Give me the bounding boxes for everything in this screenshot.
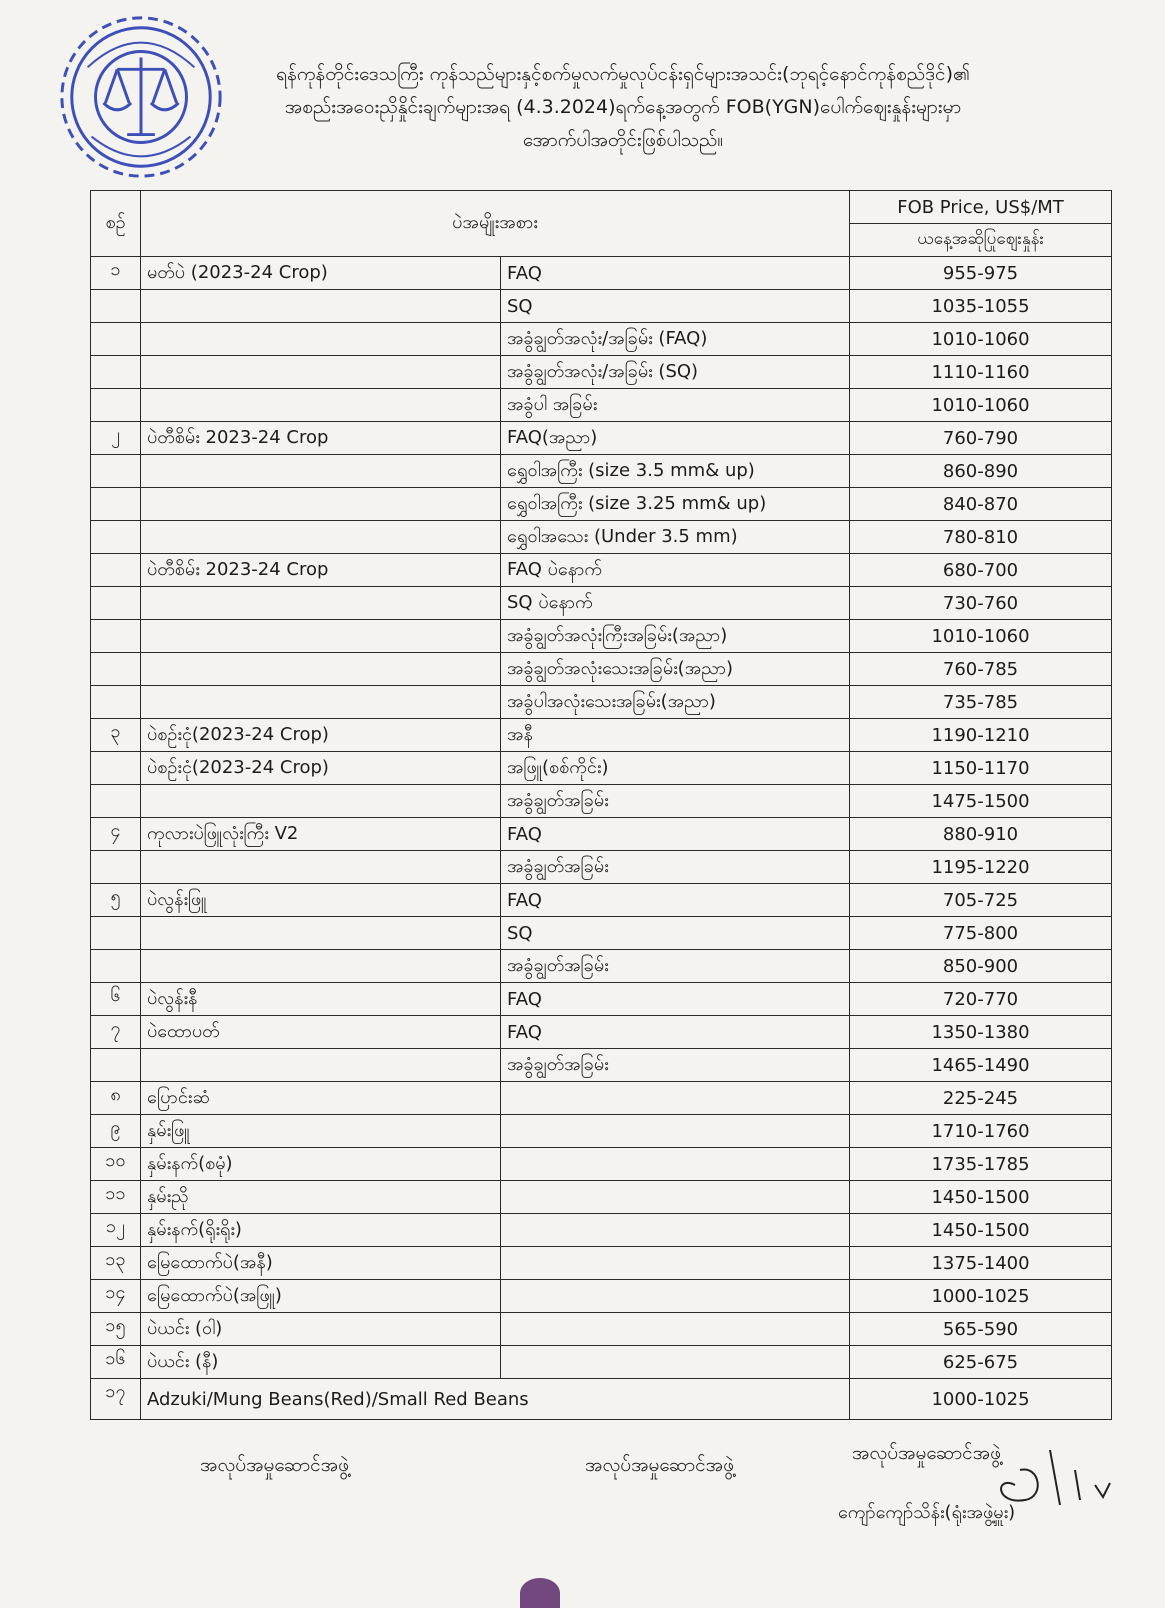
- row-no: ၁၅: [91, 1313, 141, 1346]
- row-no: ၁၀: [91, 1148, 141, 1181]
- heading-line-3: အောက်ပါအတိုင်းဖြစ်ပါသည်။: [522, 129, 724, 151]
- row-grade: အခွံချွတ်အခြမ်း: [501, 851, 850, 884]
- row-grade: [501, 1181, 850, 1214]
- row-name: [141, 1049, 501, 1082]
- document-heading: [118, 58, 1128, 157]
- row-no: [91, 356, 141, 389]
- row-price: 720-770: [850, 983, 1112, 1016]
- row-no: [91, 554, 141, 587]
- table-row: [91, 389, 1112, 422]
- table-row: [91, 422, 1112, 455]
- row-grade: အခွံပါအလုံးသေးအခြမ်း(အညာ): [501, 686, 850, 719]
- table-row: [91, 1313, 1112, 1346]
- row-price: 1010-1060: [850, 389, 1112, 422]
- row-name: နှမ်းနက်(ရိုးရိုး): [141, 1214, 501, 1247]
- row-name: [141, 620, 501, 653]
- row-grade: အခွံချွတ်အလုံး/အခြမ်း (SQ): [501, 356, 850, 389]
- row-no: ၆: [91, 983, 141, 1016]
- row-name: မြေထောက်ပဲ(အဖြူ): [141, 1280, 501, 1313]
- row-grade: အခွံချွတ်အခြမ်း: [501, 950, 850, 983]
- row-no: [91, 785, 141, 818]
- row-price: 1150-1170: [850, 752, 1112, 785]
- footer-right-label: အလုပ်အမှုဆောင်အဖွဲ့: [852, 1442, 1001, 1464]
- row-no: ၁၇: [91, 1379, 141, 1420]
- row-name: [141, 356, 501, 389]
- row-price: 760-790: [850, 422, 1112, 455]
- row-no: [91, 323, 141, 356]
- table-row: [91, 455, 1112, 488]
- row-price: 775-800: [850, 917, 1112, 950]
- col-header-item: ပဲအမျိုးအစား: [141, 191, 850, 257]
- row-price: 860-890: [850, 455, 1112, 488]
- row-price: 565-590: [850, 1313, 1112, 1346]
- table-row: [91, 917, 1112, 950]
- row-name: ပဲလွန်းနီ: [141, 983, 501, 1016]
- row-name: [141, 323, 501, 356]
- row-grade: [501, 1148, 850, 1181]
- row-price: 1475-1500: [850, 785, 1112, 818]
- row-price: 1465-1490: [850, 1049, 1112, 1082]
- table-row: [91, 653, 1112, 686]
- table-row: [91, 1049, 1112, 1082]
- row-name: [141, 587, 501, 620]
- row-no: [91, 851, 141, 884]
- row-name: [141, 488, 501, 521]
- row-grade: အခွံချွတ်အလုံးကြီးအခြမ်း(အညာ): [501, 620, 850, 653]
- row-price: 1010-1060: [850, 620, 1112, 653]
- row-price: 780-810: [850, 521, 1112, 554]
- row-price: 880-910: [850, 818, 1112, 851]
- table-row: [91, 290, 1112, 323]
- row-price: 1035-1055: [850, 290, 1112, 323]
- table-row: [91, 884, 1112, 917]
- table-row: [91, 488, 1112, 521]
- table-row: [91, 785, 1112, 818]
- row-no: ၁၆: [91, 1346, 141, 1379]
- row-no: [91, 488, 141, 521]
- row-price: 1710-1760: [850, 1115, 1112, 1148]
- footer-left-label: အလုပ်အမှုဆောင်အဖွဲ့: [200, 1454, 349, 1476]
- row-grade: SQ: [501, 917, 850, 950]
- row-no: ၉: [91, 1115, 141, 1148]
- row-name: ပဲစဉ်းငုံ(2023-24 Crop): [141, 752, 501, 785]
- row-price: 1735-1785: [850, 1148, 1112, 1181]
- row-grade: [501, 1313, 850, 1346]
- table-row: [91, 686, 1112, 719]
- row-no: [91, 752, 141, 785]
- row-grade: အနီ: [501, 719, 850, 752]
- row-grade: အခွံပါ အခြမ်း: [501, 389, 850, 422]
- table-row: [91, 1082, 1112, 1115]
- row-grade: [501, 1247, 850, 1280]
- row-name: နှမ်းဖြူ: [141, 1115, 501, 1148]
- row-price: 730-760: [850, 587, 1112, 620]
- row-price: 225-245: [850, 1082, 1112, 1115]
- row-grade: [501, 1082, 850, 1115]
- table-row: [91, 719, 1112, 752]
- row-price: 1195-1220: [850, 851, 1112, 884]
- row-price: 680-700: [850, 554, 1112, 587]
- row-no: [91, 455, 141, 488]
- row-grade: [501, 1214, 850, 1247]
- table-row: [91, 1247, 1112, 1280]
- row-grade: FAQ: [501, 818, 850, 851]
- row-price: 705-725: [850, 884, 1112, 917]
- row-price: 1350-1380: [850, 1016, 1112, 1049]
- row-price: 1190-1210: [850, 719, 1112, 752]
- row-grade: SQ ပဲနောက်: [501, 587, 850, 620]
- row-no: ၁၃: [91, 1247, 141, 1280]
- row-name: မတ်ပဲ (2023-24 Crop): [141, 257, 501, 290]
- row-no: ၅: [91, 884, 141, 917]
- row-grade: [501, 1280, 850, 1313]
- row-no: [91, 521, 141, 554]
- row-no: [91, 950, 141, 983]
- row-price: 850-900: [850, 950, 1112, 983]
- row-name: [141, 389, 501, 422]
- row-price: 840-870: [850, 488, 1112, 521]
- row-price: 1110-1160: [850, 356, 1112, 389]
- row-name: ပဲယင်း (နီ): [141, 1346, 501, 1379]
- table-row: [91, 587, 1112, 620]
- row-grade: FAQ: [501, 983, 850, 1016]
- row-name: [141, 521, 501, 554]
- row-no: [91, 389, 141, 422]
- row-no: [91, 1049, 141, 1082]
- table-row: [91, 323, 1112, 356]
- row-name: [141, 917, 501, 950]
- row-no: [91, 686, 141, 719]
- row-grade: အခွံချွတ်အလုံး/အခြမ်း (FAQ): [501, 323, 850, 356]
- row-name: [141, 785, 501, 818]
- row-name: ပဲစဉ်းငုံ(2023-24 Crop): [141, 719, 501, 752]
- row-grade: [501, 1346, 850, 1379]
- row-no: ၁၁: [91, 1181, 141, 1214]
- row-grade: FAQ: [501, 1016, 850, 1049]
- row-price: 1450-1500: [850, 1214, 1112, 1247]
- row-name: [141, 851, 501, 884]
- row-name: ပဲတီစိမ်း 2023-24 Crop: [141, 554, 501, 587]
- row-grade: [501, 1115, 850, 1148]
- table-row: [91, 752, 1112, 785]
- table-row: [91, 1379, 1112, 1420]
- table-row: [91, 257, 1112, 290]
- table-row: [91, 1016, 1112, 1049]
- col-header-no: စဉ်: [91, 191, 141, 257]
- row-no: ၄: [91, 818, 141, 851]
- table-row: [91, 818, 1112, 851]
- table-row: [91, 1115, 1112, 1148]
- table-row: [91, 620, 1112, 653]
- row-grade: ရွှေဝါအသေး (Under 3.5 mm): [501, 521, 850, 554]
- table-row: [91, 851, 1112, 884]
- table-row: [91, 1148, 1112, 1181]
- row-name: ပြောင်းဆံ: [141, 1082, 501, 1115]
- row-grade: FAQ: [501, 257, 850, 290]
- row-name: [141, 455, 501, 488]
- row-no: ၁: [91, 257, 141, 290]
- row-name: နှမ်းညို: [141, 1181, 501, 1214]
- row-price: 1000-1025: [850, 1379, 1112, 1420]
- heading-line-1: ရန်ကုန်တိုင်းဒေသကြီး ကုန်သည်များနှင့်စက်မှုလက်မှုလုပ်ငန်းရှင်များအသင်း(ဘုရင့်နောင်ကုန်စည်ဒိုင်)၏: [276, 63, 970, 85]
- row-price: 760-785: [850, 653, 1112, 686]
- row-no: [91, 653, 141, 686]
- table-row: [91, 356, 1112, 389]
- row-no: ၇: [91, 1016, 141, 1049]
- row-name: [141, 290, 501, 323]
- table-row: [91, 1181, 1112, 1214]
- row-no: ၁၂: [91, 1214, 141, 1247]
- row-grade: အခွံချွတ်အခြမ်း: [501, 785, 850, 818]
- row-name: [141, 950, 501, 983]
- row-no: [91, 917, 141, 950]
- row-no: ၂: [91, 422, 141, 455]
- row-grade: အခွံချွတ်အခြမ်း: [501, 1049, 850, 1082]
- row-price: 1375-1400: [850, 1247, 1112, 1280]
- row-name: ပဲထောပတ်: [141, 1016, 501, 1049]
- ink-smudge: [520, 1578, 560, 1608]
- row-price: 625-675: [850, 1346, 1112, 1379]
- table-row: [91, 554, 1112, 587]
- row-no: [91, 290, 141, 323]
- row-grade: FAQ(အညာ): [501, 422, 850, 455]
- row-grade: အခွံချွတ်အလုံးသေးအခြမ်း(အညာ): [501, 653, 850, 686]
- row-grade: အဖြူ(စစ်ကိုင်း): [501, 752, 850, 785]
- row-grade: ရွှေဝါအကြီး (size 3.5 mm& up): [501, 455, 850, 488]
- row-name: Adzuki/Mung Beans(Red)/Small Red Beans: [141, 1379, 850, 1420]
- row-name: ပဲယင်း (ဝါ): [141, 1313, 501, 1346]
- row-price: 955-975: [850, 257, 1112, 290]
- row-no: ၃: [91, 719, 141, 752]
- row-grade: SQ: [501, 290, 850, 323]
- row-no: ၁၄: [91, 1280, 141, 1313]
- row-price: 1450-1500: [850, 1181, 1112, 1214]
- row-no: [91, 620, 141, 653]
- row-name: ပဲတီစိမ်း 2023-24 Crop: [141, 422, 501, 455]
- row-name: ကုလားပဲဖြူလုံးကြီး V2: [141, 818, 501, 851]
- row-name: နှမ်းနက်(စမုံ): [141, 1148, 501, 1181]
- table-row: [91, 1346, 1112, 1379]
- row-name: [141, 686, 501, 719]
- row-price: 1000-1025: [850, 1280, 1112, 1313]
- col-header-price: FOB Price, US$/MT: [850, 191, 1112, 224]
- price-table: [90, 190, 1112, 1420]
- table-row: [91, 521, 1112, 554]
- table-row: [91, 1214, 1112, 1247]
- footer-middle-label: အလုပ်အမှုဆောင်အဖွဲ့: [585, 1454, 734, 1476]
- row-no: ၈: [91, 1082, 141, 1115]
- row-name: [141, 653, 501, 686]
- row-name: မြေထောက်ပဲ(အနီ): [141, 1247, 501, 1280]
- heading-line-2: အစည်းအဝေးညှိနှိုင်းချက်များအရ (4.3.2024)ရက်နေ့အတွက် FOB(YGN)ပေါက်ဈေးနှုန်းများမှာ: [284, 96, 962, 118]
- row-price: 735-785: [850, 686, 1112, 719]
- row-name: ပဲလွန်းဖြူ: [141, 884, 501, 917]
- table-row: [91, 1280, 1112, 1313]
- signer-name: ကျော်ကျော်သိန်း(ရုံးအဖွဲ့မှူး): [838, 1502, 1016, 1523]
- row-grade: FAQ ပဲနောက်: [501, 554, 850, 587]
- table-row: [91, 950, 1112, 983]
- col-header-price-sub: ယနေ့အဆိုပြုဈေးနှုန်း: [850, 224, 1112, 257]
- row-grade: FAQ: [501, 884, 850, 917]
- table-row: [91, 983, 1112, 1016]
- row-price: 1010-1060: [850, 323, 1112, 356]
- row-grade: ရွှေဝါအကြီး (size 3.25 mm& up): [501, 488, 850, 521]
- row-no: [91, 587, 141, 620]
- handwritten-signature-icon: [985, 1445, 1135, 1535]
